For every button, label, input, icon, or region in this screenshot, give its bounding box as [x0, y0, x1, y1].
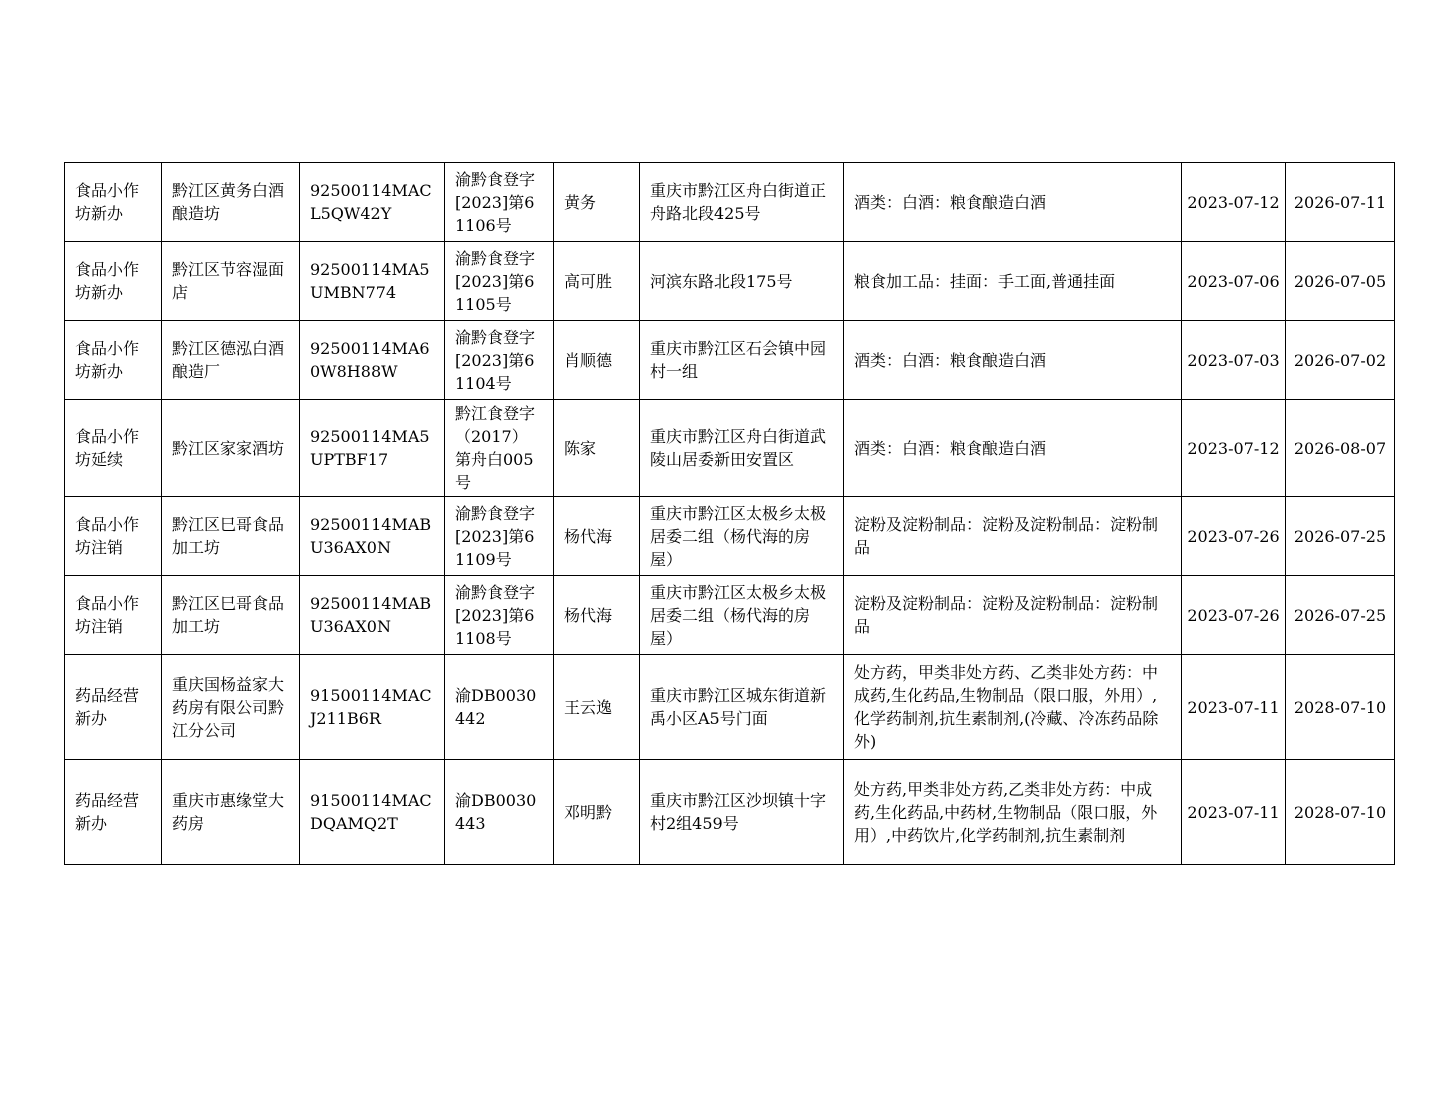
scope-cell: 淀粉及淀粉制品：淀粉及淀粉制品：淀粉制品 — [844, 497, 1182, 576]
type-cell: 食品小作坊延续 — [65, 400, 162, 497]
person-cell: 杨代海 — [554, 576, 640, 655]
license-no-cell: 渝黔食登字[2023]第61105号 — [445, 242, 554, 321]
end-date-cell: 2028-07-10 — [1286, 760, 1395, 865]
credit-code-cell: 92500114MACL5QW42Y — [300, 163, 445, 242]
address-cell: 重庆市黔江区石会镇中园村一组 — [640, 321, 844, 400]
address-cell: 河滨东路北段175号 — [640, 242, 844, 321]
person-cell: 陈家 — [554, 400, 640, 497]
license-no-cell: 渝黔食登字[2023]第61108号 — [445, 576, 554, 655]
credit-code-cell: 92500114MA60W8H88W — [300, 321, 445, 400]
start-date-cell: 2023-07-06 — [1182, 242, 1286, 321]
address-cell: 重庆市黔江区太极乡太极居委二组（杨代海的房屋） — [640, 497, 844, 576]
table-row — [65, 655, 1395, 760]
license-no-cell: 渝DB0030442 — [445, 655, 554, 760]
table-row — [65, 576, 1395, 655]
name-cell: 重庆国杨益家大药房有限公司黔江分公司 — [162, 655, 300, 760]
name-cell: 重庆市惠缘堂大药房 — [162, 760, 300, 865]
name-cell: 黔江区巳哥食品加工坊 — [162, 497, 300, 576]
table-row — [65, 242, 1395, 321]
credit-code-cell: 92500114MABU36AX0N — [300, 576, 445, 655]
license-no-cell: 渝黔食登字[2023]第61109号 — [445, 497, 554, 576]
type-cell: 食品小作坊新办 — [65, 321, 162, 400]
end-date-cell: 2026-07-11 — [1286, 163, 1395, 242]
credit-code-cell: 92500114MA5UMBN774 — [300, 242, 445, 321]
person-cell: 黄务 — [554, 163, 640, 242]
end-date-cell: 2026-07-05 — [1286, 242, 1395, 321]
person-cell: 肖顺德 — [554, 321, 640, 400]
scope-cell: 处方药,甲类非处方药,乙类非处方药：中成药,生化药品,中药材,生物制品（限口服，外用）,中药饮片,化学药制剂,抗生素制剂 — [844, 760, 1182, 865]
start-date-cell: 2023-07-26 — [1182, 497, 1286, 576]
end-date-cell: 2026-08-07 — [1286, 400, 1395, 497]
name-cell: 黔江区德泓白酒酿造厂 — [162, 321, 300, 400]
end-date-cell: 2026-07-25 — [1286, 497, 1395, 576]
address-cell: 重庆市黔江区舟白街道武陵山居委新田安置区 — [640, 400, 844, 497]
license-no-cell: 渝黔食登字[2023]第61104号 — [445, 321, 554, 400]
type-cell: 药品经营新办 — [65, 760, 162, 865]
name-cell: 黔江区巳哥食品加工坊 — [162, 576, 300, 655]
person-cell: 王云逸 — [554, 655, 640, 760]
table-row — [65, 163, 1395, 242]
end-date-cell: 2028-07-10 — [1286, 655, 1395, 760]
type-cell: 药品经营新办 — [65, 655, 162, 760]
table-row — [65, 497, 1395, 576]
start-date-cell: 2023-07-03 — [1182, 321, 1286, 400]
type-cell: 食品小作坊新办 — [65, 242, 162, 321]
scope-cell: 酒类：白酒：粮食酿造白酒 — [844, 400, 1182, 497]
type-cell: 食品小作坊新办 — [65, 163, 162, 242]
end-date-cell: 2026-07-25 — [1286, 576, 1395, 655]
end-date-cell: 2026-07-02 — [1286, 321, 1395, 400]
table-row — [65, 760, 1395, 865]
start-date-cell: 2023-07-26 — [1182, 576, 1286, 655]
start-date-cell: 2023-07-11 — [1182, 760, 1286, 865]
scope-cell: 酒类：白酒：粮食酿造白酒 — [844, 163, 1182, 242]
start-date-cell: 2023-07-11 — [1182, 655, 1286, 760]
license-no-cell: 渝黔食登字[2023]第61106号 — [445, 163, 554, 242]
credit-code-cell: 92500114MA5UPTBF17 — [300, 400, 445, 497]
license-no-cell: 渝DB0030443 — [445, 760, 554, 865]
table-row — [65, 400, 1395, 497]
name-cell: 黔江区家家酒坊 — [162, 400, 300, 497]
credit-code-cell: 91500114MACJ211B6R — [300, 655, 445, 760]
scope-cell: 处方药，甲类非处方药、乙类非处方药：中成药,生化药品,生物制品（限口服，外用）,化学药制剂,抗生素制剂,(冷藏、冷冻药品除外) — [844, 655, 1182, 760]
type-cell: 食品小作坊注销 — [65, 497, 162, 576]
scope-cell: 淀粉及淀粉制品：淀粉及淀粉制品：淀粉制品 — [844, 576, 1182, 655]
license-no-cell: 黔江食登字（2017）第舟白005号 — [445, 400, 554, 497]
start-date-cell: 2023-07-12 — [1182, 400, 1286, 497]
address-cell: 重庆市黔江区太极乡太极居委二组（杨代海的房屋） — [640, 576, 844, 655]
name-cell: 黔江区节容湿面店 — [162, 242, 300, 321]
credit-code-cell: 92500114MABU36AX0N — [300, 497, 445, 576]
scope-cell: 酒类：白酒：粮食酿造白酒 — [844, 321, 1182, 400]
name-cell: 黔江区黄务白酒酿造坊 — [162, 163, 300, 242]
credit-code-cell: 91500114MACDQAMQ2T — [300, 760, 445, 865]
address-cell: 重庆市黔江区沙坝镇十字村2组459号 — [640, 760, 844, 865]
address-cell: 重庆市黔江区城东街道新禹小区A5号门面 — [640, 655, 844, 760]
start-date-cell: 2023-07-12 — [1182, 163, 1286, 242]
license-records-table — [64, 162, 1395, 865]
type-cell: 食品小作坊注销 — [65, 576, 162, 655]
scope-cell: 粮食加工品：挂面：手工面,普通挂面 — [844, 242, 1182, 321]
person-cell: 邓明黔 — [554, 760, 640, 865]
person-cell: 杨代海 — [554, 497, 640, 576]
table-row — [65, 321, 1395, 400]
address-cell: 重庆市黔江区舟白街道正舟路北段425号 — [640, 163, 844, 242]
person-cell: 高可胜 — [554, 242, 640, 321]
